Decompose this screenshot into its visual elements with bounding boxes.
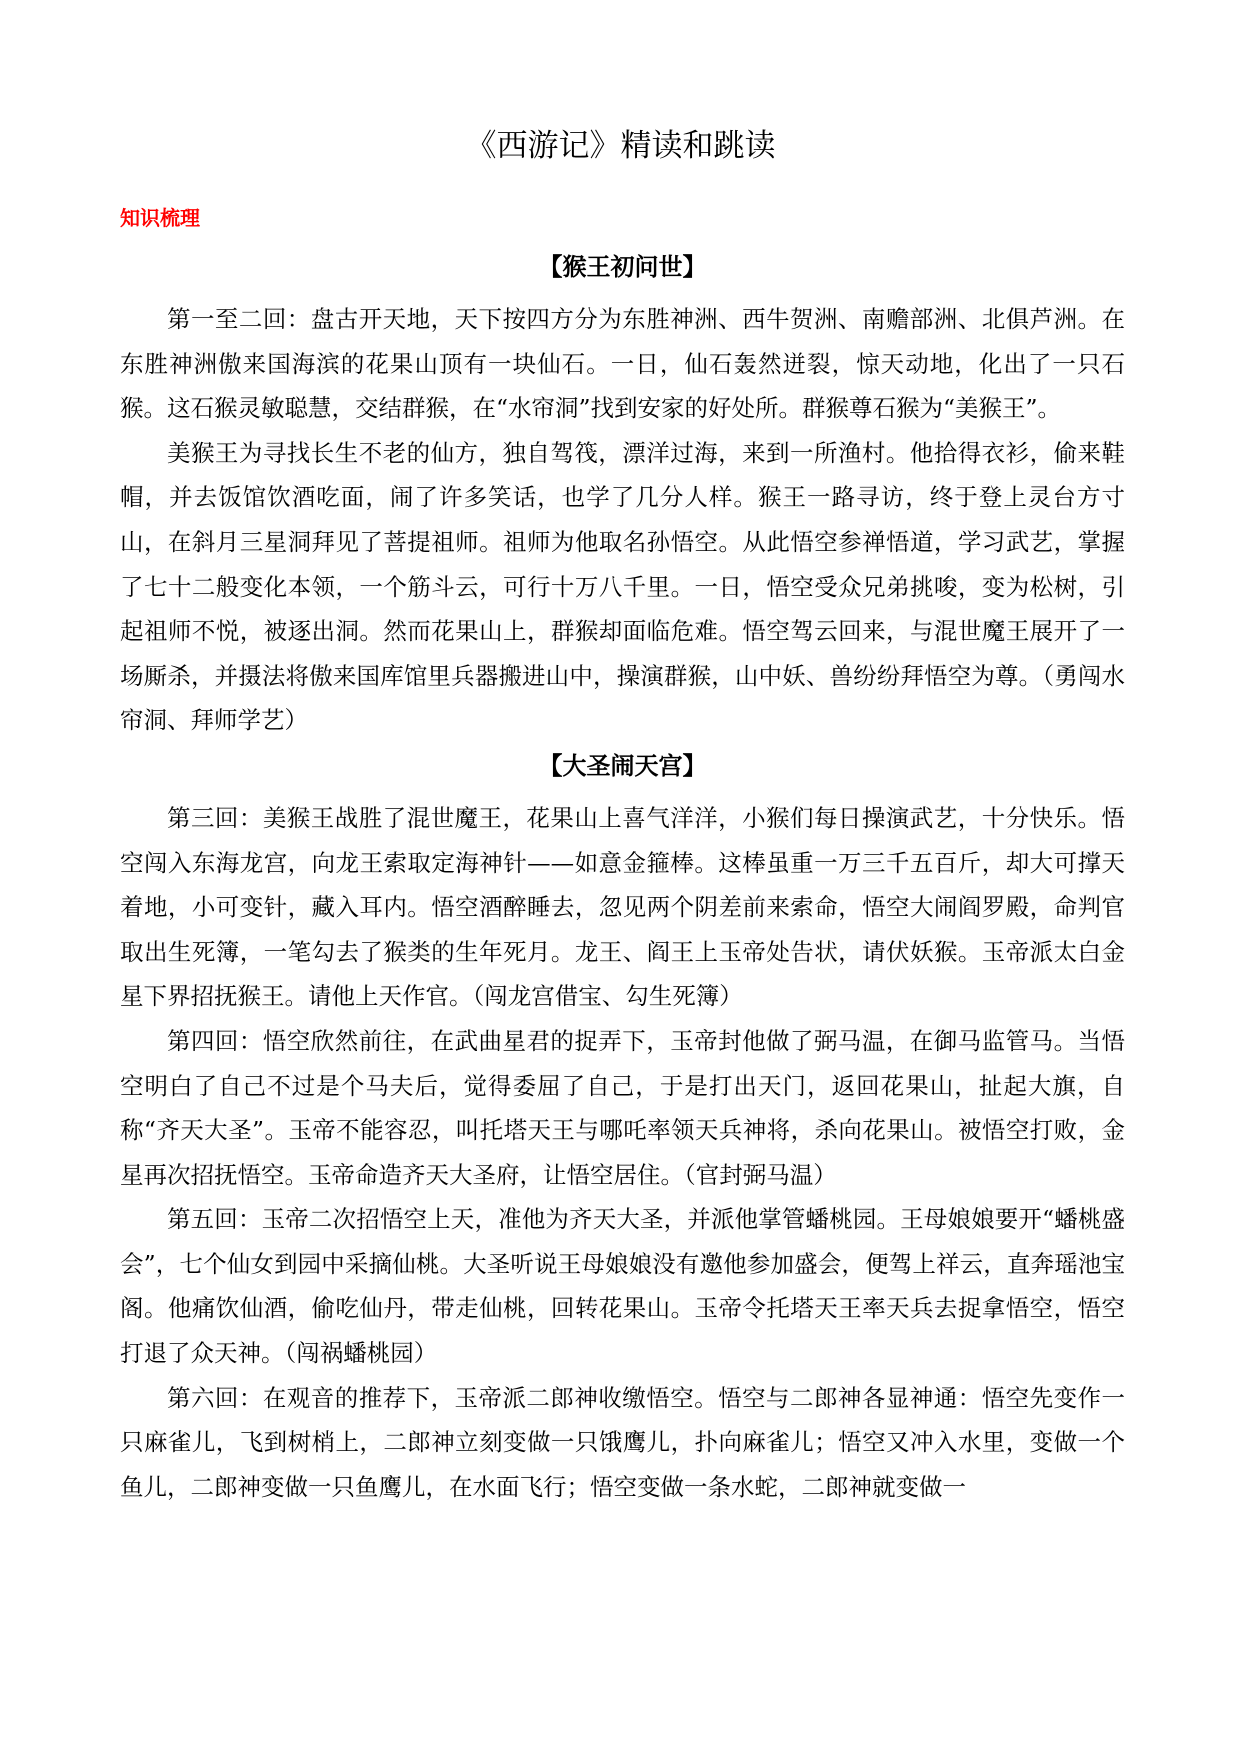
paragraph: 第六回：在观音的推荐下，玉帝派二郎神收缴悟空。悟空与二郎神各显神通：悟空先变作一只麻雀儿，飞到树梢上，二郎神立刻变做一只饿鹰儿，扑向麻雀儿；悟空又冲入水里，变做一个鱼儿，二郎神变做一只鱼鹰儿，在水面飞行；悟空变做一条水蛇，二郎神就变做一 (120, 1383, 1125, 1501)
paragraph: 第三回：美猴王战胜了混世魔王，花果山上喜气洋洋，小猴们每日操演武艺，十分快乐。悟空闯入东海龙宫，向龙王索取定海神针——如意金箍棒。这棒虽重一万三千五百斤，却大可撑天着地，小可变针，藏入耳内。悟空酒醉睡去，忽见两个阴差前来索命，悟空大闹阎罗殿，命判官取出生死簿，一笔勾去了猴类的生年死月。龙王、阎王上玉帝处告状，请伏妖猴。玉帝派太白金星下界招抚猴王。请他上天作官。（闯龙宫借宝、勾生死簿） (120, 803, 1125, 1011)
section-label: 知识梳理 (120, 206, 200, 230)
paragraph: 美猴王为寻找长生不老的仙方，独自驾筏，漂洋过海，来到一所渔村。他拾得衣衫，偷来鞋帽，并去饭馆饮酒吃面，闹了许多笑话，也学了几分人样。猴王一路寻访，终于登上灵台方寸山，在斜月三星洞拜见了菩提祖师。祖师为他取名孙悟空。从此悟空参禅悟道，学习武艺，掌握了七十二般变化本领，一个筋斗云，可行十万八千里。一日，悟空受众兄弟挑唆，变为松树，引起祖师不悦，被逐出洞。然而花果山上，群猴却面临危难。悟空驾云回来，与混世魔王展开了一场厮杀，并摄法将傲来国库馆里兵器搬进山中，操演群猴，山中妖、兽纷纷拜悟空为尊。（勇闯水帘洞、拜师学艺） (120, 438, 1125, 735)
section-heading: 【大圣闹天宫】 (538, 751, 707, 780)
paragraph: 第五回：玉帝二次招悟空上天，准他为齐天大圣，并派他掌管蟠桃园。王母娘娘要开“蟠桃盛会”，七个仙女到园中采摘仙桃。大圣听说王母娘娘没有邀他参加盛会，便驾上祥云，直奔瑶池宝阁。他痛饮仙酒，偷吃仙丹，带走仙桃，回转花果山。玉帝令托塔天王率天兵去捉拿悟空，悟空打退了众天神。（闯祸蟠桃园） (120, 1205, 1125, 1368)
document-body (120, 250, 1125, 1509)
paragraph: 第一至二回：盘古开天地，天下按四方分为东胜神洲、西牛贺洲、南赡部洲、北俱芦洲。在东胜神洲傲来国海滨的花果山顶有一块仙石。一日，仙石轰然迸裂，惊天动地，化出了一只石猴。这石猴灵敏聪慧，交结群猴，在“水帘洞”找到安家的好处所。群猴尊石猴为“美猴王”。 (120, 305, 1125, 423)
document-title: 《西游记》精读和跳读 (465, 128, 776, 164)
paragraph: 第四回：悟空欣然前往，在武曲星君的捉弄下，玉帝封他做了弼马温，在御马监管马。当悟空明白了自己不过是个马夫后，觉得委屈了自己，于是打出天门，返回花果山，扯起大旗，自称“齐天大圣”。玉帝不能容忍，叫托塔天王与哪吒率领天兵神将，杀向花果山。被悟空打败，金星再次招抚悟空。玉帝命造齐天大圣府，让悟空居住。（官封弼马温） (120, 1026, 1125, 1189)
section-heading: 【猴王初问世】 (538, 253, 707, 281)
